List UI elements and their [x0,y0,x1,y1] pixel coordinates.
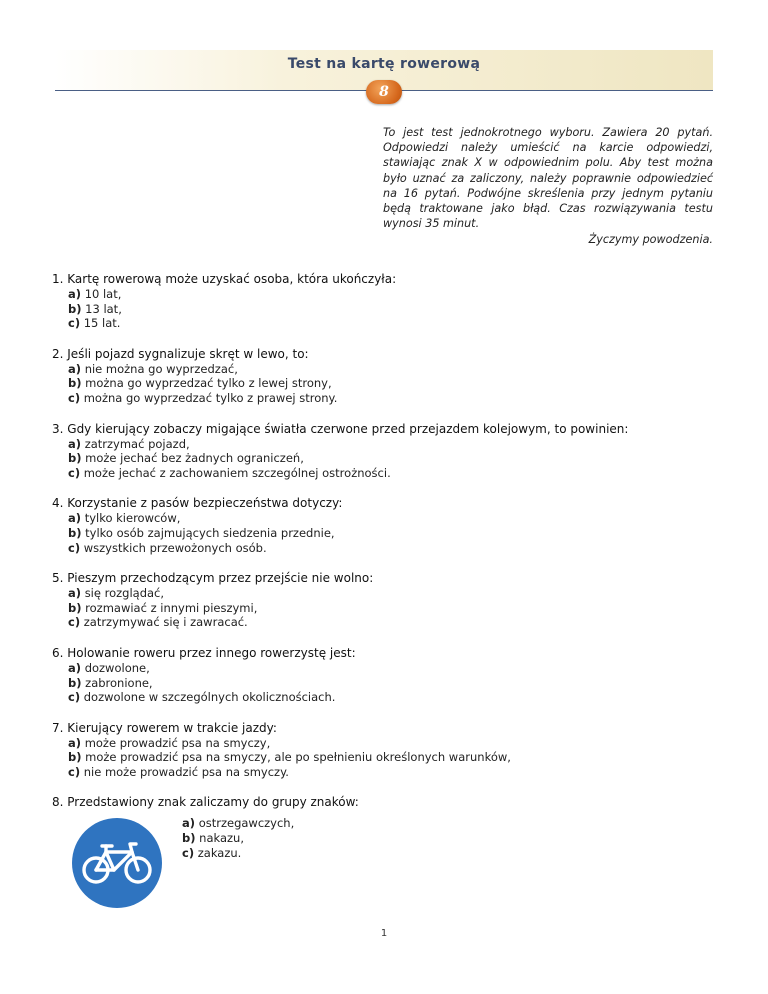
intro-wish: Życzymy powodzenia. [588,233,713,247]
question-8 [52,795,722,910]
answer-option-c: c) można go wyprzedzać tylko z prawej strony. [68,390,338,405]
question-8-options [166,816,294,860]
page-title: Test na kartę rowerową [287,56,481,72]
intro-instructions [383,125,713,248]
question-text: 6. Holowanie roweru przez innego rowerzystę jest: [52,645,356,660]
answer-option-b: b) może prowadzić psa na smyczy, ale po spełnieniu określonych warunków, [68,750,511,765]
answer-option-c: c) zakazu. [182,845,242,860]
question-text: 4. Korzystanie z pasów bezpieczeństwa dotyczy: [52,496,343,511]
question-text: 5. Pieszym przechodzącym przez przejście nie wolno: [52,571,374,586]
question-text: 3. Gdy kierujący zobaczy migające światła czerwone przed przejazdem kolejowym, to powinien: [52,421,629,436]
answer-option-a: a) 10 lat, [68,287,122,301]
question-6 [52,646,722,705]
question-text: 1. Kartę rowerową może uzyskać osoba, która ukończyła: [52,272,397,286]
question-text: 7. Kierujący rowerem w trakcie jazdy: [52,720,277,735]
question-text: 8. Przedstawiony znak zaliczamy do grupy znaków: [52,795,359,810]
answer-option-a: a) może prowadzić psa na smyczy, [68,735,271,750]
bicycle-sign-icon [72,818,162,908]
test-number-badge: 8 [366,80,402,104]
answer-option-a: a) ostrzegawczych, [182,816,295,831]
answer-option-c: c) może jechać z zachowaniem szczególnej ostrożności. [68,465,391,480]
answer-option-c: c) nie może prowadzić psa na smyczy. [68,764,289,779]
answer-option-a: a) zatrzymać pojazd, [68,436,190,451]
answer-option-c: c) 15 lat. [68,316,121,331]
question-4 [52,496,722,555]
answer-option-b: b) tylko osób zajmujących siedzenia przednie, [68,525,335,540]
answer-option-c: c) wszystkich przewożonych osób. [68,540,267,555]
answer-option-b: b) 13 lat, [68,301,122,316]
answer-option-a: a) się rozglądać, [68,586,165,601]
question-list [52,272,722,926]
question-8-body [52,810,722,910]
question-7 [52,721,722,780]
answer-option-c: c) zatrzymywać się i zawracać. [68,615,248,630]
answer-option-a: a) nie można go wyprzedzać, [68,361,238,376]
answer-option-b: b) rozmawiać z innymi pieszymi, [68,600,258,615]
answer-option-b: b) może jechać bez żadnych ograniczeń, [68,451,304,466]
question-3 [52,422,722,481]
question-5 [52,571,722,630]
answer-option-b: b) nakazu, [182,831,244,846]
answer-option-a: a) dozwolone, [68,660,150,675]
question-text: 2. Jeśli pojazd sygnalizuje skręt w lewo, to: [52,346,309,361]
answer-option-b: b) można go wyprzedzać tylko z lewej strony, [68,376,332,391]
answer-option-b: b) zabronione, [68,675,153,690]
answer-option-a: a) tylko kierowców, [68,511,181,526]
page-number: 1 [380,928,388,939]
answer-option-c: c) dozwolone w szczególnych okolicznościach. [68,690,336,705]
intro-text: To jest test jednokrotnego wyboru. Zawiera 20 pytań. Odpowiedzi należy umieścić na karcie odpowiedzi, stawiając znak X w odpowiednim polu. Aby test można było uznać za zaliczony, należy poprawnie odpowiedzieć na 16 pytań. Podwójne skreślenia przy jednym pytaniu będą traktowane jako błąd. Czas rozwiązywania testu wynosi 35 minut. [383,126,713,231]
question-2 [52,347,722,406]
question-1 [52,272,722,331]
